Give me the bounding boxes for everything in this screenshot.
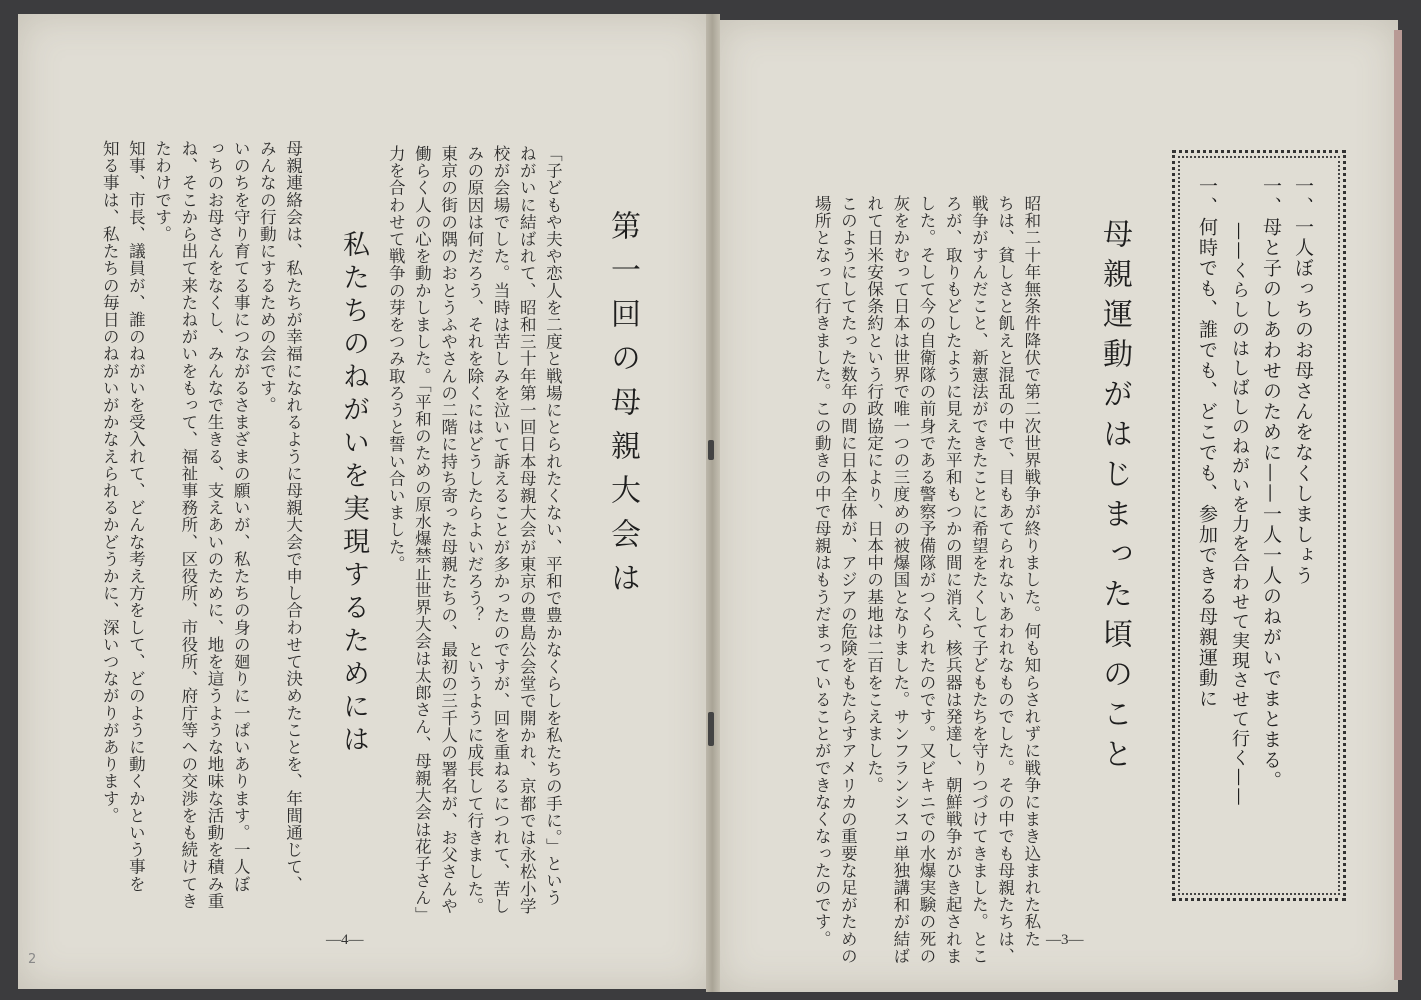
left-heading-second: 私たちのねがいを実現するためには	[338, 230, 369, 758]
page-number: —4—	[326, 932, 364, 948]
corner-mark: 2	[28, 952, 37, 967]
right-heading: 母親運動がはじまった頃のこと	[1097, 218, 1132, 778]
page-number: —3—	[1046, 932, 1084, 948]
binding-staple	[708, 712, 714, 746]
binding-staple	[708, 440, 714, 460]
book-gutter	[706, 14, 720, 992]
first-section-text: 「子どもや夫や恋人を二度と戦場にとられたくない、平和で豊かなくらしを私たちの手に。」という ねがいに結ばれて、昭和三十年第一回日本母親大会が東京の豊島公会堂で開かれ、京都では永松小学 校が会場でした。当時は苦しみを泣いて訴えることが多かったのですが、回を重ねるにつれて、苦し みの原因は何だろう、それを除くにはどうしたらよいだろう？ というように成長して行きました。 東京の街の隅のおとうふやさんの二階に持ち寄った母親たちの、最初の三千人の署名が、お父さんや 働らく人の心を動かしました。「平和のための原水爆禁止世界大会は太郎さん、母親大会は花子さん」 力を合わせて戦争の芽をつみ取ろうと誓い合いました。	[386, 145, 563, 924]
slogan-line: 一、一人ぼっちのお母さんをなくしましょう	[1292, 176, 1314, 586]
slogan-line: ——くらしのはしばしのねがいを力を合わせて実現させて行く——	[1229, 222, 1250, 807]
second-section-text: 母親連絡会は、私たちが幸福になれるように母親大会で申し合わせて決めたことを、年間通じて、 みんなの行動にするための会です。 いのちを守り育てる事につながるさまざまの願いが、私たちの身の廻りに一ぱいあります。一人ぼ っちのお母さんをなくし、みんなで生きる、支えあいのために、地を這うような地味な活動を積み重 ね、そこから出て来たねがいをもって、福祉事務所、区役所、市役所、府庁等への交渉をも続けてき たわけです。 知事、市長、議員が、誰のねがいを受入れて、どんな考え方をして、どのように動くかという事を 知る事は、私たちの毎日のねがいがかなえられるかどうかに、深いつながりがあります。	[100, 140, 303, 910]
right-body-text: 昭和二十年無条件降伏で第二次世界戦争が終りました。何も知らされずに戦争にまき込まれた私た ちは、貧しさと飢えと混乱の中で、目もあてられないあわれなものでした。その中でも母親たちは、 戦争がすんだこと、新憲法ができたことに希望をたくして子どもたちを守りつづけてきました。とこ ろが、取りもどしたように見えた平和もつかの間に消え、核兵器は発達し、朝鮮戦争がひき起されま した。そして今の自衛隊の前身である警察予備隊がつくられたのです。又ビキニでの水爆実験の死の 灰をかむって日本は世界で唯一つの三度めの被爆国となりました。サンフランシスコ単独講和が結ば れて日米安保条約という行政協定により、日本中の基地は二百をこえました。 このようにしてたった数年の間に日本全体が、アジアの危険をもたらすアメリカの重要な足がための 場所となって行きました。この動きの中で母親はもうだまっていることができなくなったのです。	[812, 195, 1041, 965]
page-edge	[1394, 30, 1402, 980]
left-heading-first: 第一回の母親大会は	[605, 210, 640, 606]
slogan-line: 一、何時でも、誰でも、どこでも、参加できる母親運動に	[1196, 176, 1218, 709]
slogan-line: 一、母と子のしあわせのために——一人一人のねがいでまとまる。	[1260, 176, 1282, 791]
